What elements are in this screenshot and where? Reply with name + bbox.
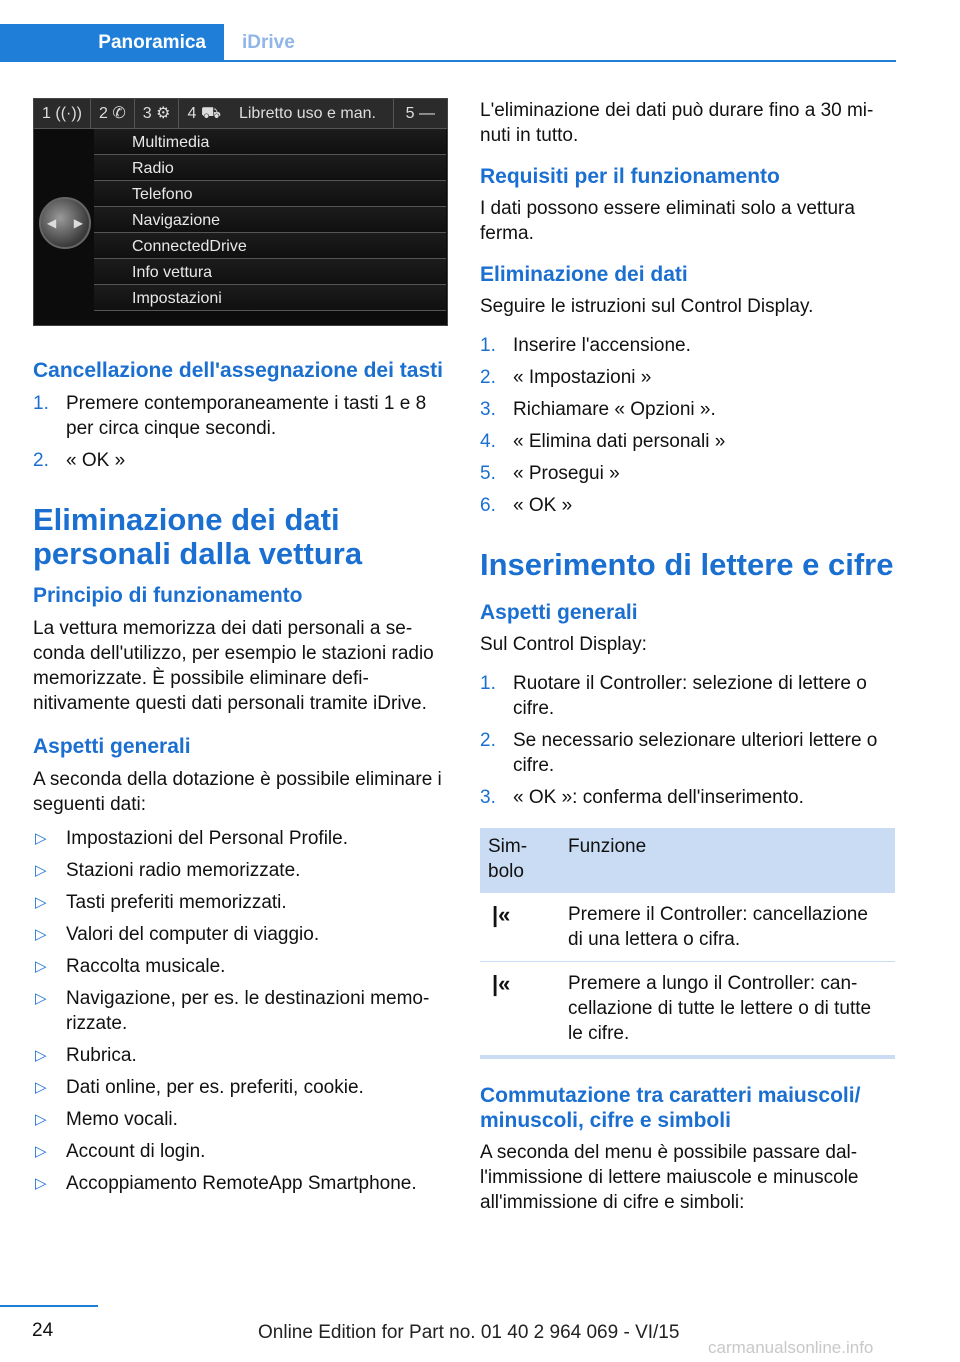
menu-item-info-vettura: Info vettura — [94, 259, 446, 285]
symbol-cell — [480, 893, 560, 962]
paragraph-principle: La vettura memorizza dei dati personali a seconda dell'utilizzo, per esempio le stazioni radio memorizzate. È possibile eliminare definitivamente questi dati personali tramite iDrive. — [33, 618, 434, 714]
column-header-symbol: Simbolo — [480, 828, 560, 893]
table-row — [480, 962, 895, 1058]
triangle-bullet-icon: ▷ — [35, 1175, 47, 1192]
triangle-bullet-icon: ▷ — [35, 1111, 47, 1128]
header-tabs — [0, 0, 896, 62]
list-item: ▷ Valori del computer di viaggio. — [35, 924, 320, 945]
paragraph-delete-data: Seguire le istruzioni sul Control Display. — [480, 296, 814, 317]
tab-idrive[interactable]: iDrive — [224, 24, 896, 62]
menu-item-telefono: Telefono — [94, 181, 446, 207]
idrive-tab-5: 5 — — [393, 99, 447, 128]
menu-item-connecteddrive: ConnectedDrive — [94, 233, 446, 259]
menu-item-impostazioni: Impostazioni — [94, 285, 446, 311]
heading-general: Aspetti generali — [33, 735, 191, 758]
list-item: ▷ Tasti preferiti memorizzati. — [35, 892, 287, 913]
car-icon: ⛟ — [200, 105, 221, 122]
list-item: 6. « OK » — [480, 495, 573, 516]
table-row — [480, 893, 895, 962]
idrive-title: Libretto uso e man. — [238, 105, 376, 122]
edition-info: Online Edition for Part no. 01 40 2 964 069 - VI/15 — [258, 1322, 680, 1343]
list-item: ▷ Navigazione, per es. le destinazioni memorizzate. — [35, 988, 430, 1034]
heading-case-switch: Commutazione tra caratteri maiuscoli/ minuscoli, cifre e simboli — [480, 1084, 861, 1132]
list-item: ▷ Rubrica. — [35, 1045, 137, 1066]
paragraph-requirements: I dati possono essere eliminati solo a vettura ferma. — [480, 198, 855, 244]
backspace-icon: |« — [492, 971, 511, 996]
list-item: ▷ Account di login. — [35, 1141, 206, 1162]
idrive-tab-1: 1 ((·)) — [34, 99, 91, 128]
triangle-bullet-icon: ▷ — [35, 830, 47, 847]
left-column — [33, 98, 448, 1203]
triangle-bullet-icon: ▷ — [35, 990, 47, 1007]
symbol-table — [480, 828, 895, 1059]
list-item: ▷ Raccolta musicale. — [35, 956, 226, 977]
triangle-bullet-icon: ▷ — [35, 1143, 47, 1160]
backspace-icon: |« — [492, 902, 511, 927]
idrive-tab-2: 2 ✆ — [91, 99, 135, 128]
heading-cancel-assignment: Cancellazione dell'assegnazione dei tasti — [33, 359, 443, 382]
heading-principle: Principio di funzionamento — [33, 584, 303, 607]
heading-delete-data: Eliminazione dei dati — [480, 263, 688, 286]
page-number: 24 — [32, 1320, 54, 1341]
list-item: 2. Se necessario selezionare ulteriori lettere o cifre. — [480, 730, 878, 776]
idrive-top-bar — [34, 99, 447, 129]
menu-item-multimedia: Multimedia — [94, 129, 446, 155]
radio-icon: ((·)) — [55, 105, 82, 122]
tab-panoramica[interactable]: Panoramica — [0, 24, 224, 62]
function-cell: Premere a lungo il Controller: cancellazione di tutte le lettere o di tutte le cifre. — [560, 962, 895, 1058]
triangle-bullet-icon: ▷ — [35, 1079, 47, 1096]
triangle-bullet-icon: ▷ — [35, 958, 47, 975]
list-item: 1. Ruotare il Controller: selezione di lettere o cifre. — [480, 673, 867, 719]
list-item: ▷ Dati online, per es. preferiti, cookie. — [35, 1077, 364, 1098]
phone-icon: ✆ — [112, 105, 126, 122]
header-divider — [0, 60, 896, 62]
triangle-bullet-icon: ▷ — [35, 862, 47, 879]
idrive-main-menu — [94, 129, 446, 311]
heading-requirements: Requisiti per il funzionamento — [480, 165, 780, 188]
delete-steps-list — [480, 333, 896, 518]
list-item: 2. « OK » — [33, 450, 126, 471]
table-header-row — [480, 828, 895, 893]
heading-general-2: Aspetti generali — [480, 601, 638, 624]
footer-divider — [0, 1305, 98, 1307]
heading-delete-personal-data: Eliminazione dei dati personali dalla vettura — [33, 502, 363, 571]
heading-letter-digit-input: Inserimento di lettere e cifre — [480, 547, 894, 582]
deletable-data-list — [33, 826, 448, 1196]
list-item: 1. Premere contemporaneamente i tasti 1 e 8 per circa cinque secondi. — [33, 393, 427, 439]
list-item: 3. Richiamare « Opzioni ». — [480, 399, 716, 420]
paragraph-duration: L'eliminazione dei dati può durare fino a 30 minuti in tutto. — [480, 100, 874, 146]
paragraph-case-switch: A seconda del menu è possibile passare dall'immissione di lettere maiuscole e minuscole all'immissione di cifre e simboli: — [480, 1142, 859, 1213]
idrive-screen-image — [33, 98, 448, 326]
triangle-bullet-icon: ▷ — [35, 926, 47, 943]
input-steps-list — [480, 671, 896, 810]
list-item: 5. « Prosegui » — [480, 463, 620, 484]
controller-knob-icon: ◀ ▶ — [39, 197, 91, 249]
menu-item-navigazione: Navigazione — [94, 207, 446, 233]
right-column — [480, 98, 896, 1215]
gear-icon: ⚙ — [156, 105, 171, 122]
cancel-steps-list — [33, 391, 448, 473]
triangle-bullet-icon: ▷ — [35, 894, 47, 911]
paragraph-general-2: Sul Control Display: — [480, 634, 647, 655]
list-item: ▷ Stazioni radio memorizzate. — [35, 860, 301, 881]
paragraph-general: A seconda della dotazione è possibile eliminare i seguenti dati: — [33, 769, 442, 815]
watermark-text: carmanualsonline.info — [708, 1338, 874, 1357]
list-item: 4. « Elimina dati personali » — [480, 431, 726, 452]
idrive-tab-3: 3 ⚙ — [135, 99, 180, 128]
list-item: ▷ Impostazioni del Personal Profile. — [35, 828, 348, 849]
list-item: ▷ Accoppiamento RemoteApp Smartphone. — [35, 1173, 417, 1194]
symbol-cell — [480, 962, 560, 1058]
list-item: 1. Inserire l'accensione. — [480, 335, 691, 356]
idrive-tab-4: 4 ⛟ — [187, 105, 221, 122]
menu-item-radio: Radio — [94, 155, 446, 181]
triangle-bullet-icon: ▷ — [35, 1047, 47, 1064]
list-item: ▷ Memo vocali. — [35, 1109, 178, 1130]
list-item: 3. « OK »: conferma dell'inserimento. — [480, 787, 804, 808]
function-cell: Premere il Controller: cancellazione di una lettera o cifra. — [560, 893, 895, 962]
column-header-function: Funzione — [560, 828, 895, 893]
list-item: 2. « Impostazioni » — [480, 367, 652, 388]
